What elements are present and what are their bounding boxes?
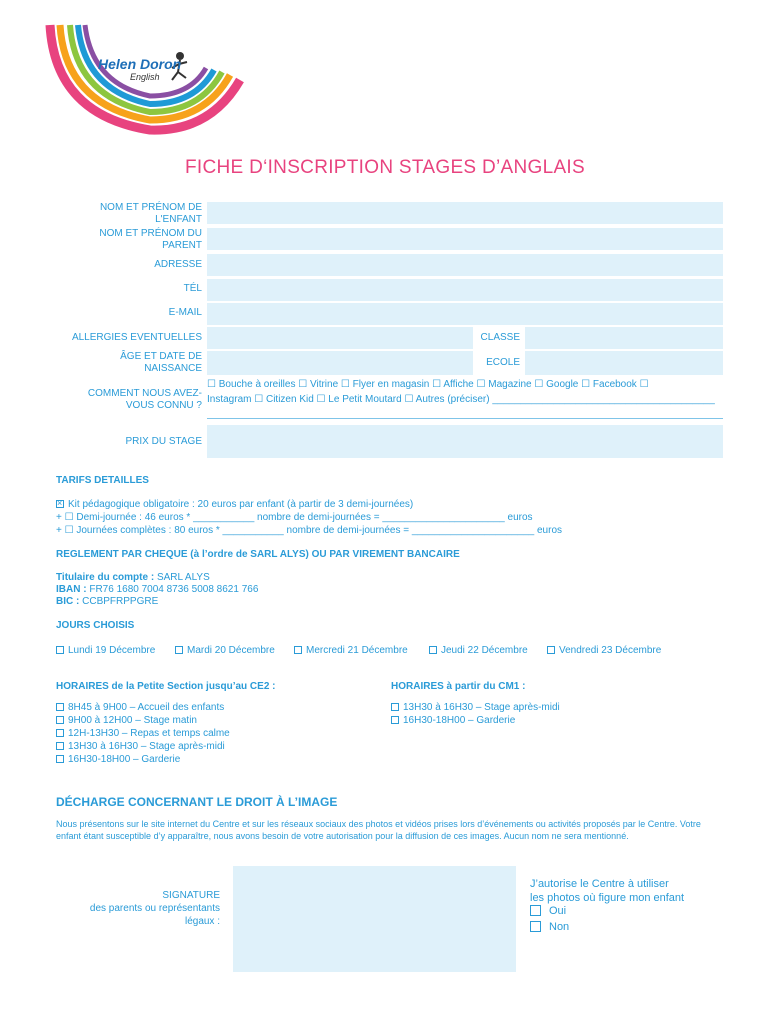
titulaire-value: SARL ALYS <box>154 572 210 583</box>
iban-label: IBAN : <box>56 584 87 595</box>
horaire-ps-item[interactable] <box>56 740 225 753</box>
tel-field[interactable] <box>207 279 723 301</box>
horaire-label: 9H00 à 12H00 – Stage matin <box>68 715 197 726</box>
jours-heading: JOURS CHOISIS <box>56 620 135 631</box>
jour-vendredi[interactable] <box>547 644 661 657</box>
tarif-demi[interactable]: + ☐ Demi-journée : 46 euros * ___________ nombre de demi-journées = ______________________ euros <box>56 512 533 523</box>
horaire-label: 13H30 à 16H30 – Stage après-midi <box>403 702 560 713</box>
label-adresse: ADRESSE <box>154 259 202 270</box>
tarif-completes[interactable]: + ☐ Journées complètes : 80 euros * ___________ nombre de demi-journées = ______________________ euros <box>56 525 563 536</box>
iban-value: FR76 1680 7004 8736 5008 8621 766 <box>86 584 259 595</box>
oui-label: Oui <box>549 905 567 917</box>
ecole-field[interactable] <box>525 351 723 375</box>
logo-sub: English <box>130 72 160 82</box>
oui-checkbox-icon[interactable] <box>530 905 541 916</box>
jour-label: Jeudi 22 Décembre <box>441 645 528 656</box>
nom-parent-field[interactable] <box>207 228 723 250</box>
horaire-ps-item[interactable] <box>56 714 197 727</box>
horaire-label: 8H45 à 9H00 – Accueil des enfants <box>68 702 225 713</box>
signature-line1: SIGNATURE <box>162 890 220 901</box>
comment-options-line2[interactable]: Instagram ☐ Citizen Kid ☐ Le Petit Moutard ☐ Autres (préciser) ________________________________________ <box>207 394 715 405</box>
horaire-ps-item[interactable] <box>56 727 230 740</box>
label-ecole: ECOLE <box>486 357 520 368</box>
kit-checkbox[interactable] <box>56 500 64 508</box>
checkbox-icon[interactable] <box>547 646 555 654</box>
bic-label: BIC : <box>56 596 80 607</box>
age-field[interactable] <box>207 351 473 375</box>
jour-mercredi[interactable] <box>294 644 408 657</box>
checkbox-icon[interactable] <box>294 646 302 654</box>
oui-option[interactable] <box>530 905 566 918</box>
tarifs-heading: TARIFS DETAILLES <box>56 475 149 486</box>
jour-label: Mercredi 21 Décembre <box>306 645 408 656</box>
non-checkbox-icon[interactable] <box>530 921 541 932</box>
non-option[interactable] <box>530 921 569 934</box>
classe-field[interactable] <box>525 327 723 349</box>
label-nom-parent: NOM ET PRÉNOM DU PARENT <box>99 228 202 251</box>
horaires-cm1-heading: HORAIRES à partir du CM1 : <box>391 681 526 692</box>
label-age: ÂGE ET DATE DE NAISSANCE <box>120 351 202 374</box>
jour-mardi[interactable] <box>175 644 275 657</box>
jour-label: Mardi 20 Décembre <box>187 645 275 656</box>
nom-enfant-field[interactable] <box>207 202 723 224</box>
adresse-field[interactable] <box>207 254 723 276</box>
comment-underline <box>207 418 723 419</box>
label-nom-enfant: NOM ET PRÉNOM DE L'ENFANT <box>99 202 202 225</box>
signature-line3: légaux : <box>184 916 220 927</box>
horaire-ps-item[interactable] <box>56 753 180 766</box>
checkbox-icon[interactable] <box>391 703 399 711</box>
logo-brand: Helen Doron <box>98 56 182 72</box>
label-tel: TÉL <box>183 283 202 294</box>
checkbox-icon[interactable] <box>56 646 64 654</box>
label-comment: COMMENT NOUS AVEZ-VOUS CONNU ? <box>87 388 202 411</box>
autorise-line1: J’autorise le Centre à utiliser <box>530 878 669 890</box>
reglement-heading: REGLEMENT PAR CHEQUE (à l’ordre de SARL ALYS) OU PAR VIREMENT BANCAIRE <box>56 549 460 560</box>
allergies-field[interactable] <box>207 327 473 349</box>
checkbox-icon[interactable] <box>391 716 399 724</box>
checkbox-icon[interactable] <box>56 703 64 711</box>
horaire-ps-item[interactable] <box>56 701 224 714</box>
comment-options-line1[interactable]: ☐ Bouche à oreilles ☐ Vitrine ☐ Flyer en magasin ☐ Affiche ☐ Magazine ☐ Google ☐ Facebook ☐ <box>207 379 649 390</box>
prix-field[interactable] <box>207 425 723 458</box>
horaire-cm1-item[interactable] <box>391 701 560 714</box>
horaire-label: 13H30 à 16H30 – Stage après-midi <box>68 741 225 752</box>
tarif-kit <box>56 498 413 511</box>
jour-lundi[interactable] <box>56 644 155 657</box>
bic-line <box>56 595 158 608</box>
checkbox-icon[interactable] <box>56 742 64 750</box>
label-classe: CLASSE <box>480 332 520 343</box>
horaire-label: 16H30-18H00 – Garderie <box>403 715 516 726</box>
page-title: FICHE D‘INSCRIPTION STAGES D’ANGLAIS <box>184 157 585 178</box>
label-prix: PRIX DU STAGE <box>125 436 202 447</box>
droit-image-heading: DÉCHARGE CONCERNANT LE DROIT À L’IMAGE <box>56 795 338 809</box>
signature-field[interactable] <box>233 866 516 972</box>
checkbox-icon[interactable] <box>56 755 64 763</box>
label-email: E-MAIL <box>168 307 202 318</box>
signature-line2: des parents ou représentants <box>89 903 220 914</box>
helen-doron-logo <box>40 20 255 140</box>
horaires-ps-heading: HORAIRES de la Petite Section jusqu’au CE2 : <box>56 681 276 692</box>
signature-label <box>60 889 220 928</box>
autorise-line2: les photos où figure mon enfant <box>530 892 685 904</box>
jour-label: Vendredi 23 Décembre <box>559 645 662 656</box>
droit-image-text: Nous présentons sur le site internet du Centre et sur les réseaux sociaux des photos et vidéos prises lors d’événements ou activités proposés par le Centre. Votre enfant étant susceptible d’y apparaître, nous avons besoin de votre autorisation pour la diffusion de ces images. Aucun nom ne sera mentionné. <box>56 819 701 841</box>
checkbox-icon[interactable] <box>56 729 64 737</box>
titulaire-label: Titulaire du compte : <box>56 572 155 583</box>
tarif-kit-text: Kit pédagogique obligatoire : 20 euros par enfant (à partir de 3 demi-journées) <box>68 499 414 510</box>
checkbox-icon[interactable] <box>56 716 64 724</box>
checkbox-icon[interactable] <box>429 646 437 654</box>
jour-jeudi[interactable] <box>429 644 528 657</box>
horaire-label: 16H30-18H00 – Garderie <box>68 754 181 765</box>
jour-label: Lundi 19 Décembre <box>68 645 156 656</box>
label-allergies: ALLERGIES EVENTUELLES <box>71 332 202 343</box>
checkbox-icon[interactable] <box>175 646 183 654</box>
horaire-label: 12H-13H30 – Repas et temps calme <box>68 728 230 739</box>
email-field[interactable] <box>207 303 723 325</box>
horaire-cm1-item[interactable] <box>391 714 515 727</box>
bic-value: CCBPFRPPGRE <box>79 596 159 607</box>
non-label: Non <box>549 921 570 933</box>
autorise-text <box>530 877 684 905</box>
